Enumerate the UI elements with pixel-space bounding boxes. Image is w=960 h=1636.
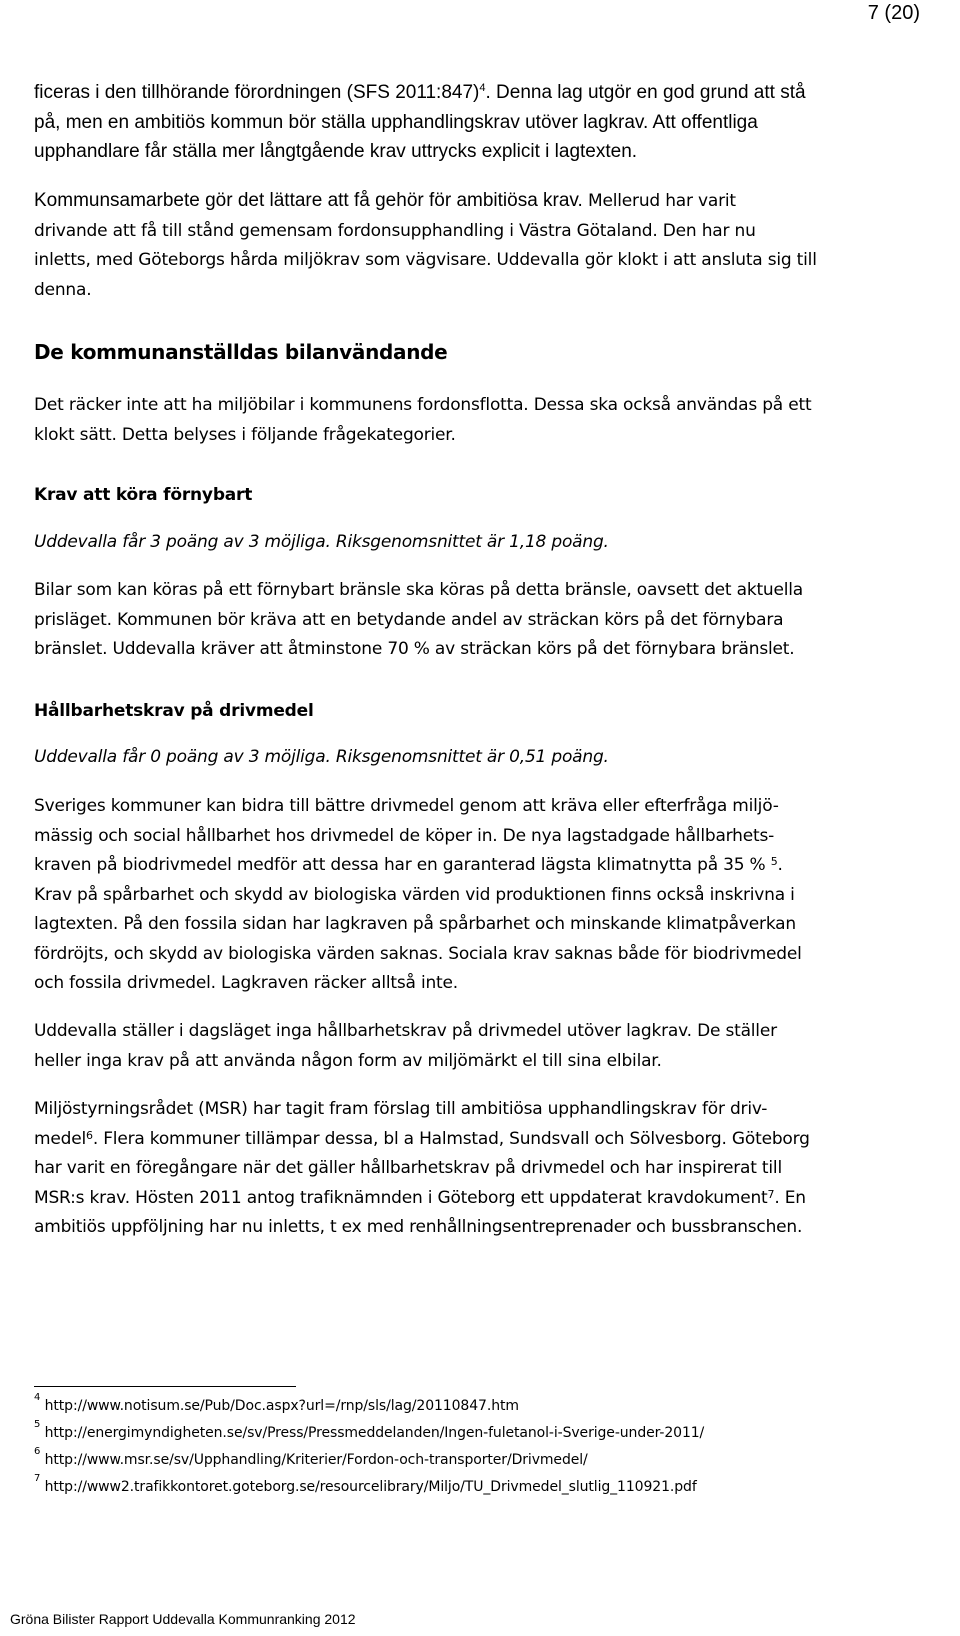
cooperation-line-2: drivande att få till stånd gemensam fordonsupphandling i Västra Götaland. Den har nu xyxy=(34,220,756,241)
sustainability-p3-line-1: Miljöstyrningsrådet (MSR) har tagit fram förslag till ambitiösa upphandlingskrav för driv- xyxy=(34,1099,768,1119)
footnote-ref-5[interactable]: 5 xyxy=(770,855,778,868)
footnote-5: $^5$ http://energimyndigheten.se/sv/Press/Pressmeddelanden/Ingen-fuletanol-i-Sverige-under-2011/ xyxy=(34,1419,705,1441)
renewable-score: Uddevalla får 3 poäng av 3 möjliga. Riksgenomsnittet är 1,18 poäng. xyxy=(34,532,609,552)
sustainability-p3-line-4: MSR:s krav. Hösten 2011 antog trafiknämnden i Göteborg ett uppdaterat kravdokument$^7$. En xyxy=(34,1187,806,1208)
sustainability-p1-line-1: Sveriges kommuner kan bidra till bättre drivmedel genom att kräva eller efterfråga miljö- xyxy=(34,796,779,816)
footnote-7: $^7$ http://www2.trafikkontoret.goteborg.se/resourcelibrary/Miljo/TU_Drivmedel_slutlig_110921.pdf xyxy=(34,1473,697,1495)
intro-line-3: upphandlare får ställa mer långtgående krav uttrycks explicit i lagtexten. xyxy=(34,141,638,162)
intro-paragraph xyxy=(34,78,924,167)
sustainability-p1-line-3: kraven på biodrivmedel medför att dessa har en garanterad lägsta klimatnytta på 35 % $^5$. xyxy=(34,855,783,875)
sustainability-heading: Hållbarhetskrav på drivmedel xyxy=(34,701,314,721)
footnote-4: $^4$ http://www.notisum.se/Pub/Doc.aspx?url=/rnp/sls/lag/20110847.htm xyxy=(34,1392,519,1414)
renewable-line-3: bränslet. Uddevalla kräver att åtminstone 70 % av sträckan körs på det förnybara bränslet. xyxy=(34,639,795,659)
cooperation-paragraph xyxy=(34,186,924,305)
section-intro-line-2: klokt sätt. Detta belyses i följande frågekategorier. xyxy=(34,424,456,445)
sustainability-p1-line-2: mässig och social hållbarhet hos drivmedel de köper in. De nya lagstadgade hållbarhets- xyxy=(34,825,775,846)
section-intro xyxy=(34,391,924,450)
sustainability-p3-line-2: medel$^6$. Flera kommuner tillämpar dessa, bl a Halmstad, Sundsvall och Sölvesborg. Göteborg xyxy=(34,1128,810,1149)
footnote-link[interactable]: http://www.notisum.se/Pub/Doc.aspx?url=/rnp/sls/lag/20110847.htm xyxy=(44,1398,519,1414)
intro-line-2: på, men en ambitiös kommun bör ställa upphandlingskrav utöver lagkrav. Att offentliga xyxy=(34,111,758,133)
section-heading: De kommunanställdas bilanvändande xyxy=(34,340,448,364)
page-number: 7 (20) xyxy=(867,2,920,24)
sustainability-p2-line-1: Uddevalla ställer i dagsläget inga hållbarhetskrav på drivmedel utöver lagkrav. De ställer xyxy=(34,1021,777,1041)
footnote-ref-7[interactable]: 7 xyxy=(767,1187,775,1201)
page-footer: Gröna Bilister Rapport Uddevalla Kommunranking 2012 xyxy=(10,1611,356,1627)
sustainability-paragraph-3 xyxy=(34,1095,924,1243)
sustainability-p1-line-4: Krav på spårbarhet och skydd av biologiska värden vid produktionen finns också inskrivna i xyxy=(34,884,795,905)
footnote-ref-4[interactable]: 4 xyxy=(479,82,486,94)
renewable-line-1: Bilar som kan köras på ett förnybart bränsle ska köras på detta bränsle, oavsett det aktuella xyxy=(34,580,804,600)
sustainability-paragraph-2 xyxy=(34,1017,924,1076)
footnote-link[interactable]: http://www2.trafikkontoret.goteborg.se/resourcelibrary/Miljo/TU_Drivmedel_slutlig_110921.pdf xyxy=(44,1479,697,1495)
cooperation-line-4: denna. xyxy=(34,279,92,300)
sustainability-p1-line-5: lagtexten. På den fossila sidan har lagkraven på spårbarhet och minskande klimatpåverkan xyxy=(34,914,796,934)
renewable-line-2: prisläget. Kommunen bör kräva att en betydande andel av sträckan körs på det förnybara xyxy=(34,609,784,630)
section-intro-line-1: Det räcker inte att ha miljöbilar i kommunens fordonsflotta. Dessa ska också användas på ett xyxy=(34,395,812,415)
sustainability-p3-line-5: ambitiös uppföljning har nu inletts, t ex med renhållningsentreprenader och bussbranschen. xyxy=(34,1217,803,1237)
sustainability-paragraph-1 xyxy=(34,792,924,999)
intro-line-1: ficeras i den tillhörande förordningen (SFS 2011:847)$^4$. Denna lag utgör en god grund att stå xyxy=(34,82,806,103)
cooperation-line-1: Kommunsamarbete gör det lättare att få gehör för ambitiösa krav. Mellerud har varit xyxy=(34,190,736,211)
footnote-ref-6[interactable]: 6 xyxy=(86,1128,93,1142)
cooperation-line-3: inletts, med Göteborgs hårda miljökrav som vägvisare. Uddevalla gör klokt i att ansluta sig till xyxy=(34,250,817,270)
footnote-6: $^6$ http://www.msr.se/sv/Upphandling/Kriterier/Fordon-och-transporter/Drivmedel/ xyxy=(34,1446,588,1468)
sustainability-p3-line-3: har varit en föregångare när det gäller hållbarhetskrav på drivmedel och har inspirerat till xyxy=(34,1158,782,1178)
renewable-paragraph xyxy=(34,576,924,665)
sustainability-p1-line-7: och fossila drivmedel. Lagkraven räcker alltså inte. xyxy=(34,973,458,993)
sustainability-p2-line-2: heller inga krav på att använda någon form av miljömärkt el till sina elbilar. xyxy=(34,1050,662,1071)
footnote-divider xyxy=(34,1386,296,1387)
sustainability-score: Uddevalla får 0 poäng av 3 möjliga. Riksgenomsnittet är 0,51 poäng. xyxy=(34,747,609,767)
footnote-link[interactable]: http://energimyndigheten.se/sv/Press/Pressmeddelanden/Ingen-fuletanol-i-Sverige-under-2011/ xyxy=(44,1425,705,1441)
renewable-heading: Krav att köra förnybart xyxy=(34,485,253,505)
sustainability-p1-line-6: fördröjts, och skydd av biologiska värden saknas. Sociala krav saknas både för biodrivmedel xyxy=(34,943,802,964)
footnote-link[interactable]: http://www.msr.se/sv/Upphandling/Kriterier/Fordon-och-transporter/Drivmedel/ xyxy=(44,1452,588,1468)
